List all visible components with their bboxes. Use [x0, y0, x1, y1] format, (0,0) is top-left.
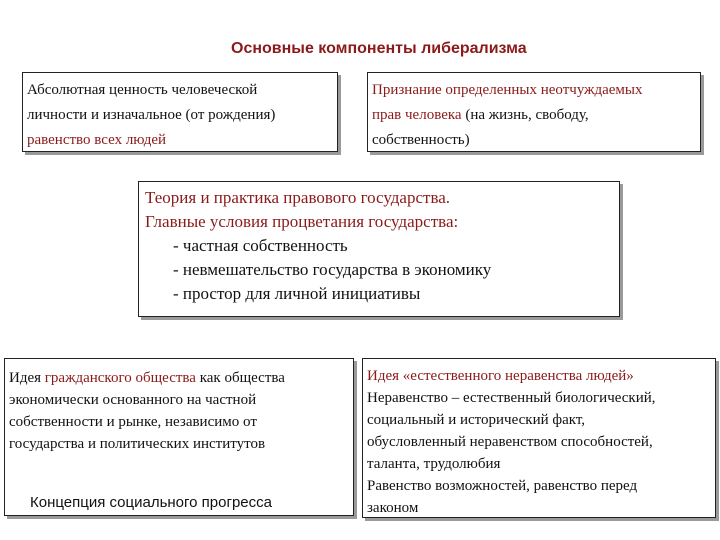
highlight-text: гражданского общества [44, 370, 196, 386]
box-text-line: законом [367, 500, 419, 516]
box-text-line-highlight: равенство всех людей [27, 132, 167, 148]
box-text-line: Равенство возможностей, равенство перед [367, 478, 638, 494]
box-inalienable-rights [367, 72, 701, 152]
list-item: - частная собственность [173, 236, 348, 255]
box-text-line: социальный и исторический факт, [367, 412, 586, 428]
box-text-line: личности и изначальное (от рождения) [27, 107, 276, 123]
plain-text: как общества [195, 370, 285, 386]
box-text-line [9, 367, 349, 389]
box-text-line-highlight: Главные условия процветания государства: [145, 212, 459, 231]
highlight-text: прав человека [372, 107, 462, 123]
plain-text: Идея [9, 370, 45, 386]
box-text-line: таланта, трудолюбия [367, 456, 501, 472]
box-text-line: собственности и рынке, независимо от [9, 414, 257, 430]
diagram-title: Основные компоненты либерализма [231, 40, 527, 57]
concept-label: Концепция социального прогресса [30, 494, 272, 511]
box-text-line: обусловленный неравенством способностей, [367, 434, 653, 450]
box-text-line: Неравенство – естественный биологический, [367, 390, 656, 406]
highlight-text: естественного неравенства людей [410, 368, 627, 384]
plain-text: (на жизнь, свободу, [461, 107, 589, 123]
box-civil-society [4, 358, 354, 516]
box-text-line-highlight: Признание определенных неотчуждаемых [372, 82, 643, 98]
highlight-text: » [626, 368, 634, 384]
box-absolute-value [22, 72, 338, 152]
box-text-line [372, 103, 696, 128]
box-text-line-highlight: Теория и практика правового государства. [145, 188, 451, 207]
box-natural-inequality [362, 358, 716, 518]
box-text-line: Абсолютная ценность человеческой [27, 82, 258, 98]
highlight-text: Идея « [367, 368, 411, 384]
list-item: - простор для личной инициативы [173, 284, 421, 303]
box-text-line: государства и политических институтов [9, 436, 266, 452]
box-text-line: экономически основанного на частной [9, 392, 257, 408]
box-rule-of-law [138, 181, 620, 317]
box-text-line [367, 365, 711, 387]
box-text-line: собственность) [372, 132, 470, 148]
list-item: - невмешательство государства в экономику [173, 260, 492, 279]
